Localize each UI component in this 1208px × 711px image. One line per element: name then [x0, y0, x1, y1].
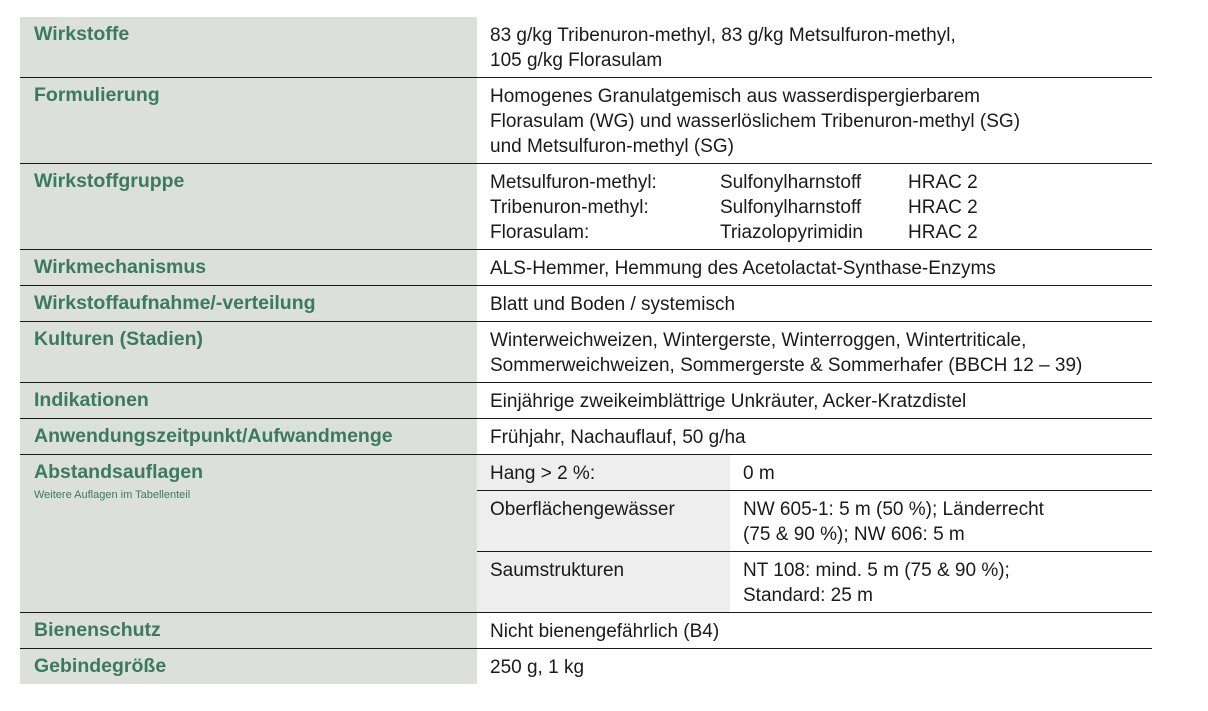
- table-row: [20, 322, 1152, 383]
- table-row: [20, 383, 1152, 419]
- table-row: [20, 649, 1152, 684]
- nested-table: [477, 455, 1152, 612]
- row-label-text: Kulturen (Stadien): [34, 328, 203, 350]
- table-row: [20, 419, 1152, 455]
- row-label: [20, 455, 477, 612]
- row-label-text: Anwendungszeitpunkt/Aufwandmenge: [34, 425, 393, 447]
- group-cell: Metsulfuron-methyl:: [490, 172, 657, 193]
- nested-key: Oberflächengewässer: [477, 491, 730, 551]
- value-line: Sommerweichweizen, Sommergerste & Sommerhafer (BBCH 12 – 39): [490, 355, 1083, 376]
- row-value: [477, 419, 1152, 454]
- row-label-text: Abstandsauflagen: [34, 461, 204, 483]
- nested-row: [477, 552, 1152, 612]
- row-label-text: Bienenschutz: [34, 619, 161, 641]
- group-cell: HRAC 2: [908, 172, 978, 193]
- row-label-text: Wirkstoffaufnahme/-verteilung: [34, 292, 316, 314]
- group-cell: Triazolopyrimidin: [720, 222, 863, 243]
- group-cell: HRAC 2: [908, 197, 978, 218]
- nested-value: [730, 455, 1152, 490]
- row-label: [20, 17, 477, 77]
- value-line: NT 108: mind. 5 m (75 & 90 %);: [743, 560, 1010, 581]
- row-label-text: Gebindegröße: [34, 655, 167, 677]
- row-label: [20, 164, 477, 249]
- table-row: [20, 17, 1152, 78]
- row-label: [20, 649, 477, 684]
- row-value: [477, 78, 1152, 163]
- nested-key: Hang > 2 %:: [477, 455, 730, 490]
- row-label: [20, 78, 477, 163]
- row-value: [477, 286, 1152, 321]
- row-label-text: Wirkstoffgruppe: [34, 170, 185, 192]
- row-value: [477, 17, 1152, 77]
- table-row: [20, 78, 1152, 164]
- value-line: Blatt und Boden / systemisch: [490, 294, 736, 315]
- group-cell: Sulfonylharnstoff: [720, 172, 862, 193]
- value-line: 0 m: [743, 463, 775, 484]
- table-row: [20, 250, 1152, 286]
- value-line: und Metsulfuron-methyl (SG): [490, 136, 734, 157]
- value-line: Frühjahr, Nachauflauf, 50 g/ha: [490, 427, 746, 448]
- table-row: [20, 286, 1152, 322]
- value-line: Florasulam (WG) und wasserlöslichem Tribenuron-methyl (SG): [490, 111, 1021, 132]
- group-cell: Sulfonylharnstoff: [720, 197, 862, 218]
- row-value: [477, 322, 1152, 382]
- row-label: [20, 322, 477, 382]
- row-value: [477, 613, 1152, 648]
- row-label-text: Indikationen: [34, 389, 149, 411]
- row-value: [477, 250, 1152, 285]
- value-line: Einjährige zweikeimblättrige Unkräuter, Acker-Kratzdistel: [490, 391, 967, 412]
- value-line: (75 & 90 %); NW 606: 5 m: [743, 524, 965, 545]
- product-info-table: [20, 17, 1152, 684]
- row-sublabel: Weitere Auflagen im Tabellenteil: [34, 489, 191, 501]
- value-line: 83 g/kg Tribenuron-methyl, 83 g/kg Metsulfuron-methyl,: [490, 25, 956, 46]
- row-label: [20, 383, 477, 418]
- row-label: [20, 419, 477, 454]
- table-row: [20, 164, 1152, 250]
- row-value: [477, 649, 1152, 684]
- value-line: ALS-Hemmer, Hemmung des Acetolactat-Synthase-Enzyms: [490, 258, 996, 279]
- row-label-text: Formulierung: [34, 84, 160, 106]
- row-label-text: Wirkmechanismus: [34, 256, 207, 278]
- row-value: [477, 383, 1152, 418]
- value-line: NW 605-1: 5 m (50 %); Länderrecht: [743, 499, 1044, 520]
- row-label: [20, 613, 477, 648]
- table-row: [20, 613, 1152, 649]
- nested-row: [477, 491, 1152, 552]
- nested-row: [477, 455, 1152, 491]
- value-line: Winterweichweizen, Wintergerste, Winterroggen, Wintertriticale,: [490, 330, 1027, 351]
- table-row: [20, 455, 1152, 613]
- value-line: Nicht bienengefährlich (B4): [490, 621, 720, 642]
- nested-value: [730, 552, 1152, 612]
- value-line: 105 g/kg Florasulam: [490, 50, 663, 71]
- group-cell: HRAC 2: [908, 222, 978, 243]
- value-line: Standard: 25 m: [743, 585, 873, 606]
- nested-key: Saumstrukturen: [477, 552, 730, 612]
- group-cell: Florasulam:: [490, 222, 590, 243]
- row-label: [20, 286, 477, 321]
- row-label: [20, 250, 477, 285]
- row-label-text: Wirkstoffe: [34, 23, 130, 45]
- nested-value: [730, 491, 1152, 551]
- value-line: 250 g, 1 kg: [490, 657, 585, 678]
- group-cell: Tribenuron-methyl:: [490, 197, 649, 218]
- value-line: Homogenes Granulatgemisch aus wasserdispergierbarem: [490, 86, 981, 107]
- substance-group-grid: [490, 170, 1152, 245]
- row-value: [477, 164, 1152, 249]
